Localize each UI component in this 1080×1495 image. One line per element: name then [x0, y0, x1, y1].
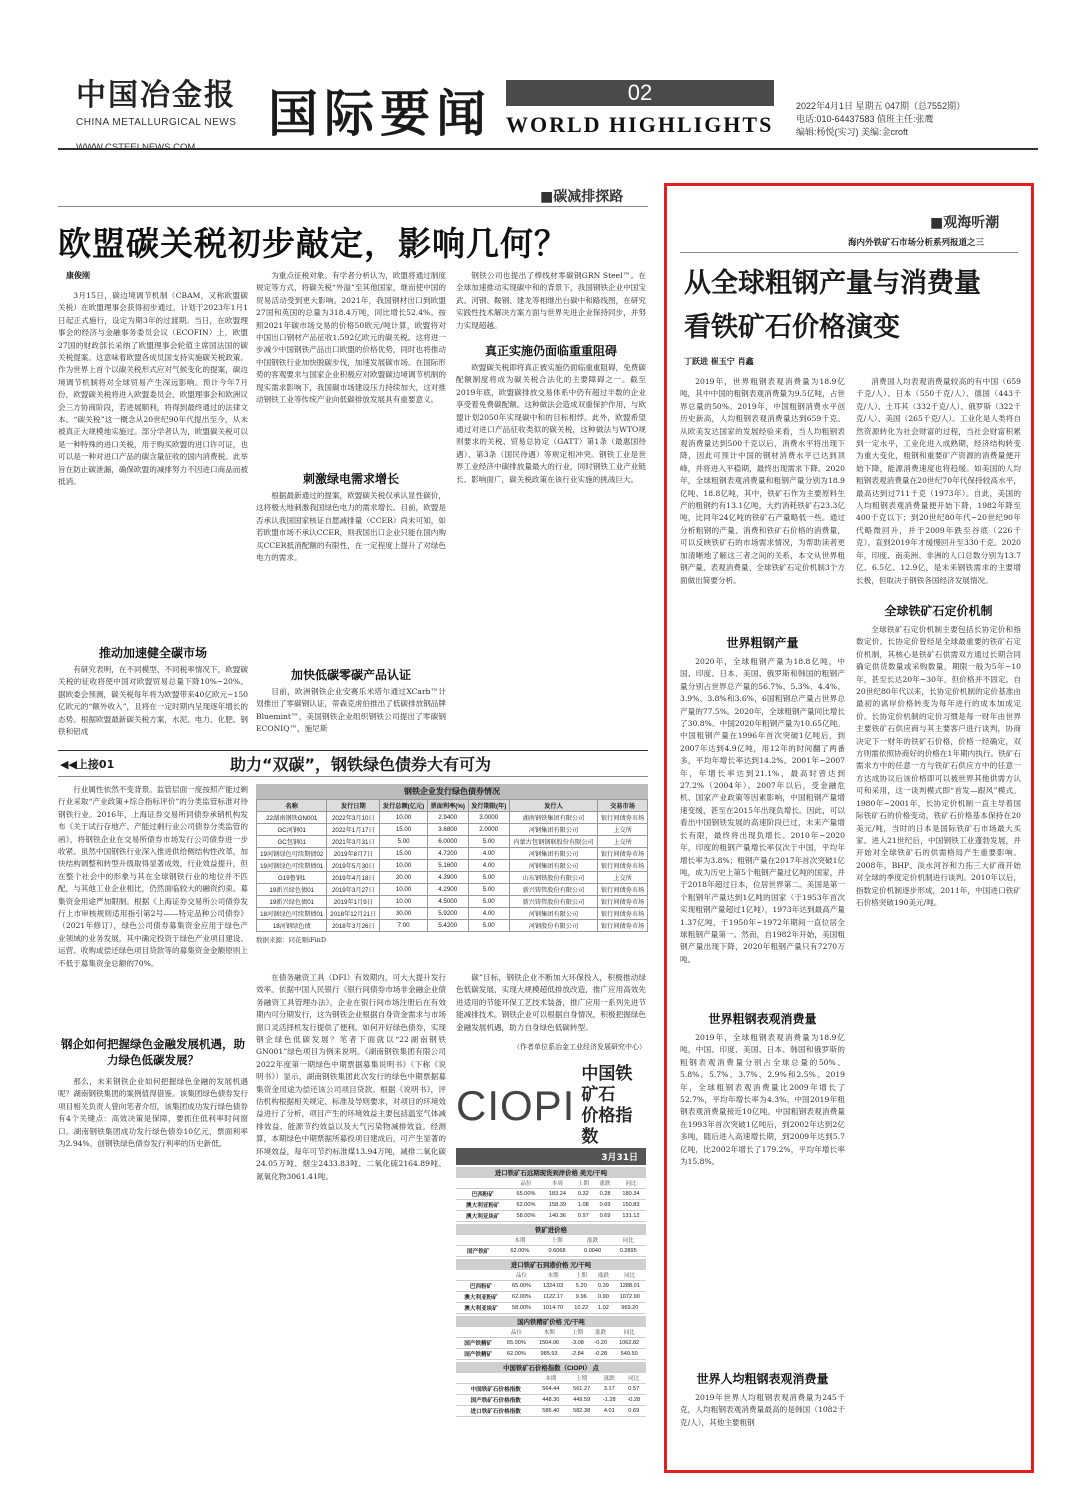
table-cell: 985.93: [532, 1349, 566, 1360]
table-cell: 0.90: [593, 1292, 613, 1303]
author-note: （作者单位系冶金工业经济发展研究中心）: [513, 1043, 646, 1051]
table-cell: 澳大利亚块矿: [456, 1303, 506, 1314]
table-cell: 131.12: [616, 1211, 646, 1222]
table-cell: 银行间债券市场: [598, 920, 648, 932]
table-header-cell: 上期: [572, 1178, 594, 1189]
table-row: [257, 920, 648, 932]
table-cell: 0.69: [594, 1200, 616, 1211]
ciopi-table-caption: 中国铁矿石价格指数（CIOPI） 点: [456, 1362, 646, 1373]
table-cell: 河钢股份有限公司: [509, 920, 597, 932]
table-header-cell: 发行期限(年): [468, 800, 509, 812]
issue-phone: 电话:010-64437583 值班主任:张鹰: [796, 114, 934, 124]
table-title: 钢铁企业发行绿色债券情况: [256, 784, 648, 799]
bond-table-block: [256, 784, 648, 944]
table-header-cell: [456, 1327, 500, 1338]
table-header-cell: [456, 1373, 535, 1384]
table-cell: 1504.06: [532, 1338, 566, 1349]
table-cell: 国产铁精矿: [456, 1338, 500, 1349]
table-cell: 19河钢绿色可续期债02: [257, 848, 327, 860]
table-cell: 183.24: [542, 1189, 572, 1200]
table-cell: 582.38: [566, 1406, 597, 1417]
ciopi-table: [456, 1259, 646, 1314]
divider: [58, 750, 648, 751]
table-header-cell: 本期: [535, 1373, 566, 1384]
table-header-cell: 发行人: [509, 800, 597, 812]
table-cell: 2.0000: [468, 824, 509, 836]
table-cell: 5.00: [380, 836, 428, 848]
page-number: 02: [506, 80, 774, 106]
table-cell: 银行间债券市场: [598, 884, 648, 896]
table-cell: 58.00%: [506, 1303, 537, 1314]
table-cell: 449.59: [566, 1395, 597, 1406]
ciopi-table: [456, 1224, 646, 1257]
table-cell: 河钢集团有限公司: [509, 824, 597, 836]
table-row: [456, 1200, 646, 1211]
table-cell: 内蒙古包钢钢联股份有限公司: [509, 836, 597, 848]
ciopi-table-caption: 铁矿进价格: [456, 1224, 646, 1235]
article-column-b: 在债务融资工具（DFI）有效期内，可大大提升发行效率。依据中国人民银行《银行间债券市场非金融企业债务融资工具管理办法》，企业在银行间市场注册后在有效期内可分期发行，这为钢铁企业根据自身资金需求与市场窗口灵活择机发行提供了便利。如何开好绿色债券，实现钢企绿色低碳发展？笔者下面就以“22湖南钢铁GN001”绿色项目为例来说明。《湖南钢铁集团有限公司2022年度第一期绿色中期票据募集说明书》（下称《说明书》）显示，湖南钢铁集团此次发行的绿色中期票据募集资金用途为偿还该公司项目贷款。根据《说明书》，评估机构根据相关规定、标准及导则要求，对项目的环境效益进行了分析，项目产生的环境效益主要包括温室气体减排效益、能源节约效益以及大气污染物减排效益。经测算，本期绿色中期票据所募投项目建成后，可产生显著的环境效益，每年可节约标准煤13.94万吨，减排二氧化碳24.05万吨、烟尘2433.83吨、二氧化硫2164.89吨、氮氧化物3061.41吨。: [256, 973, 446, 1181]
table-cell: 30.00: [380, 908, 428, 920]
table-cell: 969.20: [614, 1303, 646, 1314]
table-cell: 5.4200: [427, 920, 468, 932]
table-cell: GC河钢01: [257, 824, 327, 836]
table-cell: 2.9400: [427, 812, 468, 824]
table-row: [456, 1189, 646, 1200]
table-row: [456, 1246, 646, 1257]
table-cell: 564.44: [535, 1384, 566, 1395]
table-cell: 河钢集团有限公司: [509, 860, 597, 872]
article-column-3b: 欧盟碳关税即将真正被实施仍面临重重阻碍，免费碳配额制度将成为碳关税合法化的主要障碍之一。截至2019年底，欧盟碳排放交易体系中仍有超过半数的企业享受着免费碳配额。这种做法会造成双重保护作用，与欧盟计划2050年实现碳中和的目标相悖。此外，欧盟希望通过对进口产品征收类似的碳关税，这种做法与WTO规则要求的关税、贸易总协定（GATT）第1条（最惠国待遇）、第3条（国民待遇）等规定相冲突。钢铁工业是世界工业经济中碳排放量最大的行业，同时钢铁工业产业链长、影响面广，碳关税政策在该行业实施的挑战巨大。: [456, 363, 646, 484]
logo-chinese: 中国冶金报: [76, 78, 236, 113]
ciopi-table: [456, 1167, 646, 1222]
table-row: [456, 1292, 646, 1303]
table-cell: 0.32: [572, 1189, 594, 1200]
table-cell: 0.69: [622, 1406, 647, 1417]
table-cell: 10.22: [569, 1303, 593, 1314]
ciopi-block: [456, 1064, 646, 1417]
article-subhead: 刺激绿电需求增长: [302, 472, 399, 486]
table-row: [456, 1384, 646, 1395]
article-subhead: 全球铁矿石定价机制: [884, 604, 993, 618]
table-cell: 1324.03: [537, 1281, 569, 1292]
table-cell: 19河钢绿色可续期债01: [257, 860, 327, 872]
right-column-2: 消费国人均表观消费量较高的有中国（659千克/人）、日本（550千克/人）、德国（443千克/人）、土耳其（332千克/人）、俄罗斯（322千克/人）、美国（265千克/人）。工业化是人类将自然资源转化为社会财富的过程，当社会财富积累到一定水平，工业化进入成熟期，经济结构转变为重大变化，粗钢和重要矿产资源的消费量便开始下降，能源消费速度也将趋缓。如美国的人均粗钢表观消费量在20世纪70年代保持较高水平，最高达到过711千克（1973年）。自此，美国的人均粗钢表观消费量便开始下降，1982年降至400千克以下；到20世纪80年代~20世纪90年代略微回升，并于2009年跌至谷底（226千克），直到2019年才缓慢回升至330千克。2020年，印度、南美洲、非洲的人口总数分别为13.7亿、6.5亿、12.9亿，是未来钢铁需求的主要增长极，但取决于钢铁各国经济发展情况。: [856, 377, 1021, 585]
table-cell: 1014.70: [537, 1303, 569, 1314]
article-byline: 丁跃进 崔玉宁 肖鑫: [684, 356, 754, 366]
table-cell: 5.00: [468, 896, 509, 908]
table-header-cell: 发行总额(亿元): [380, 800, 428, 812]
table-cell: 65.00%: [510, 1189, 543, 1200]
table-cell: 6.0000: [427, 836, 468, 848]
ciopi-tables: [456, 1167, 646, 1417]
ciopi-table: [456, 1316, 646, 1360]
table-cell: 新兴铸管股份有限公司: [509, 896, 597, 908]
table-header-cell: 涨跌: [597, 1373, 621, 1384]
table-cell: 4.00: [468, 860, 509, 872]
table-cell: 58.00%: [510, 1211, 543, 1222]
table-cell: 银行间债券市场: [598, 908, 648, 920]
ciopi-logo: CIOPI: [456, 1082, 576, 1129]
table-cell: 5.00: [468, 872, 509, 884]
ciopi-title: 中国铁矿石 价格指数: [581, 1064, 633, 1147]
table-cell: 2019年3月27日: [327, 884, 380, 896]
article-column-1: 3月15日，碳边境调节机制（CBAM，又称欧盟碳关税）在欧盟理事会获得初步通过，计划于2023年1月1日起正式施行，设定为期3年的过渡期。当日，在欧盟理事会的经济与金融事务委员会议（ECOFIN）上，欧盟27国的财政部长采纳了欧盟理事会轮值主席国法国的碳关税提案。这意味着欧盟各成员国支持实施碳关税政策。作为世界上首个以碳关税形式应对气候变化的提案，碳边境调节机制将对全球贸易产生深远影响。预计今年7月份，欧盟碳关税将进入欧盟委员会、欧盟理事会和欧洲议会三方协商阶段，若进展顺利，将得到最终通过的法律文本。“碳关税”这一概念从20世纪90年代提出至今，从未被真正大规模地实施过。部分学者认为，欧盟碳关税可以是一种特殊的进口关税，用于购买欧盟的进口许可证，也可以是一种对进口产品的碳含量征收的国内消费税。此举旨在防止碳泄漏，确保欧盟的减排努力不因进口商品而被抵消。: [58, 291, 248, 487]
issue-editors: 编辑:杨悦(实习) 美编:金croft: [796, 127, 908, 137]
table-cell: 0.0040: [575, 1246, 611, 1257]
table-cell: 国产铁矿: [456, 1246, 500, 1257]
table-cell: 549.50: [612, 1349, 646, 1360]
right-column-2b: 全球铁矿石定价机制主要包括长协定价和指数定价。长协定价曾经是全球最重要的铁矿石定价机制，其核心是铁矿石供需双方通过长期合同确定供货数量或采购数量，期限一般为5年~10年，甚至长达20年~30年，但价格并不固定。自20世纪80年代以来，长协定价机制的定价基准由最初的离岸价格转变为每年进行的成本加成定价。长协定价机制的定价习惯是每一财年由世界主要铁矿石供应商与其主要客户进行谈判，协商决定下一财年的铁矿石价格，价格一经确定，双方则需依照协商好的价格在1年期内执行。铁矿石需求方中的任意一方与铁矿石供应方中的任意一方达成协议后该价格即可以被世界其他供需方认可和采用，这一谈判模式即“首发—跟风”模式。1980年~2001年，长协定价机制一直主导着国际铁矿石的价格变动，铁矿石价格基本保持在20美元/吨，当时的日本是国际铁矿石市场最大买家。进入21世纪后，中国钢铁工业蓬勃发展，并开始对全球铁矿石的供需格局产生重要影响。2008年，BHP、淡水河谷和力拓三大矿商开始对全球的季度定价机制进行谈判。2010年以后，指数定价机制逐步形成，2011年，中国进口铁矿石价格突破190美元/吨。: [856, 625, 1021, 907]
table-header-cell: 涨跌: [589, 1327, 612, 1338]
table-cell: 10.00: [380, 860, 428, 872]
table-row: [456, 1349, 646, 1360]
table-header-cell: 上期: [566, 1327, 589, 1338]
table-cell: -0.20: [589, 1338, 612, 1349]
table-cell: 65.00%: [506, 1281, 537, 1292]
table-header-cell: 发行日期: [327, 800, 380, 812]
divider: [58, 206, 648, 207]
article-column-2: 为重点征税对象。有学者分析认为，欧盟将通过制度规定等方式，将碳关税“外溢”至其他国家，继而使中国的贸易活动受到更大影响。2021年，我国钢材出口到欧盟27国和英国的总量为318.4万吨，同比增长52.4%。按照2021年碳市场交易的价格50欧元/吨计算，欧盟将对中国出口钢材产品征收1.592亿欧元的碳关税。这将进一步减少中国钢铁产品出口欧盟的价格优势，同时也将推动中国钢铁行业加快脱碳步伐，加速发展碳市场。在国际形势的客观要求与国家企业积极应对欧盟碳边境调节机制的现实需求影响下，我国碳市场建设压力持续加大，这对推动钢铁工业等传统产业向低碳排放发展具有重要意义。: [256, 271, 446, 405]
ciopi-header: [456, 1064, 646, 1148]
table-cell: 5.00: [468, 884, 509, 896]
table-cell: 1.02: [593, 1303, 613, 1314]
table-cell: 15.00: [380, 848, 428, 860]
table-cell: 62.00%: [510, 1200, 543, 1211]
table-cell: 2018年12月21日: [327, 908, 380, 920]
table-cell: -3.08: [566, 1338, 589, 1349]
article-subhead: 钢企如何把握绿色金融发展机遇，助力绿色低碳发展？: [61, 1037, 245, 1067]
article-column-2c: 目前，欧洲钢铁企业安赛乐米塔尔通过XCarb™计划推出了零碳钢认证，蒂森克虏伯推出了低碳排放钢品牌Bluemint™，美国钢铁企业组织钢铁公司提出了零碳钢ECONIQ™，施尼斯: [256, 687, 446, 734]
table-cell: 澳大利亚块矿: [456, 1211, 510, 1222]
table-cell: 上交所: [598, 836, 648, 848]
article-headline: 从全球粗钢产量与消费量 看铁矿石价格演变: [684, 268, 981, 343]
table-cell: 5.00: [468, 836, 509, 848]
right-column-1: 2019年，世界粗钢表观消费量为18.9亿吨，其中中国的粗钢表观消费量为9.5亿吨，占世界总量的50%。2019年，中国粗钢消费水平创历史新高，人均粗钢表观消费量达到659千克。从欧美发达国家的发展经验来看，当人均粗钢表观消费量达到500千克以后，消费水平将出现下降，因此可预计中国的钢材消费水平已达到顶峰，并将进入平稳期，最终出现需求下降。2020年，全球粗钢表观消费量和粗钢产量分别为18.9亿吨、18.8亿吨，其中，铁矿石作为主要原料生产的粗钢约有13.1亿吨，大约消耗铁矿石23.3亿吨，比同年24亿吨的铁矿石产量略低一些。通过分析粗钢的产量、消费和铁矿石价格的消费量，可以反映铁矿石的市场需求情况，为帮助读者更加清晰地了解这三者之间的关系，本文从世界粗钢产量、表观消费量、全球铁矿石定价机制3个方面做出简要分析。: [680, 377, 845, 585]
table-cell: 山东钢铁股份有限公司: [509, 872, 597, 884]
table-cell: 7.00: [380, 920, 428, 932]
table-header-cell: 涨跌: [575, 1235, 611, 1246]
table-header-cell: 交易市场: [598, 800, 648, 812]
table-cell: 2019年8月7日: [327, 848, 380, 860]
article-column-2b: 根据最新通过的提案，欧盟碳关税仅承认显性碳价，这将极大地刺激我国绿色电力的需求增长。目前，欧盟是否承认我国国家核证自愿减排量（CCER）尚未可知，如若欧盟市场不承认CCER，则我国出口企业只能在国内购买CCER抵消配额的有限性，在一定程度上提升了对绿色电力的需求。: [256, 491, 446, 563]
article-subhead: 世界粗钢产量: [726, 636, 799, 650]
table-cell: 1072.90: [614, 1292, 646, 1303]
table-cell: 银行间债券市场: [598, 860, 648, 872]
table-cell: 巴西粉矿: [456, 1281, 506, 1292]
article-subhead: 推动加速健全碳市场: [98, 646, 207, 660]
table-cell: 20.00: [380, 872, 428, 884]
table-source: 数据来源：同花顺iFinD: [256, 936, 327, 944]
table-cell: 2019年5月30日: [327, 860, 380, 872]
table-cell: -0.28: [589, 1349, 612, 1360]
table-cell: 湖南钢铁集团有限公司: [509, 812, 597, 824]
table-cell: 巴西粉矿: [456, 1189, 510, 1200]
section-title: 国际要闻: [268, 84, 492, 143]
table-cell: 5.9200: [427, 908, 468, 920]
table-cell: 62.00%: [500, 1349, 532, 1360]
table-row: [257, 884, 648, 896]
table-cell: 1062.82: [612, 1338, 646, 1349]
table-cell: 上交所: [598, 824, 648, 836]
table-cell: -0.28: [622, 1395, 647, 1406]
table-cell: 4.01: [597, 1406, 621, 1417]
ciopi-table: [456, 1362, 646, 1417]
table-cell: 4.00: [468, 908, 509, 920]
table-header-cell: 涨跌: [593, 1270, 613, 1281]
table-header-cell: 本期: [532, 1327, 566, 1338]
table-cell: 62.00%: [506, 1292, 537, 1303]
right-column-1c: 2019年，全球粗钢表观消费量为18.9亿吨，中国、印度、美国、日本、韩国和俄罗斯的粗钢表观消费量分别占全球总量的50%、5.8%、5.7%、3.7%、2.9%和2.5%。2019年，全球粗钢表观消费量比2009年增长了52.7%，平均年增长率为4.3%。中国2019年粗钢表观消费量接近10亿吨。中国粗钢表观消费量在1993年首次突破1亿吨后，到2002年达到2亿多吨，随后进入高速增长期，到2009年达到5.7亿吨，比2002年增长了179.2%，平均年增长率为15.8%。: [680, 1033, 845, 1167]
table-row: [257, 824, 648, 836]
ciopi-table-caption: 进口铁矿石远期现货到岸价格 美元/干吨: [456, 1167, 646, 1178]
table-cell: 9.96: [569, 1292, 593, 1303]
table-header-cell: [456, 1270, 506, 1281]
issue-date: 2022年4月1日 星期五 047期（总7552期）: [796, 101, 966, 111]
table-cell: 18河钢绿色债: [257, 920, 327, 932]
table-cell: 586.40: [535, 1406, 566, 1417]
table-row: [257, 860, 648, 872]
table-cell: 10.00: [380, 884, 428, 896]
table-header-cell: 上期: [566, 1373, 597, 1384]
table-cell: 158.39: [542, 1200, 572, 1211]
table-cell: 2019年4月18日: [327, 872, 380, 884]
table-cell: 进口铁矿石价格指数: [456, 1406, 535, 1417]
table-cell: 4.2900: [427, 884, 468, 896]
table-row: [456, 1406, 646, 1417]
table-header-cell: 上期: [569, 1270, 593, 1281]
table-cell: 22湖南钢铁GN001: [257, 812, 327, 824]
article-subhead: 世界人均粗钢表观消费量: [696, 1372, 829, 1386]
table-cell: 0.28: [594, 1189, 616, 1200]
table-header-cell: 本期: [537, 1270, 569, 1281]
article-byline: 康俊刚: [66, 270, 90, 280]
article-headline: 欧盟碳关税初步敲定，影响几何？: [58, 224, 568, 263]
table-cell: 19新兴绿色债01: [257, 896, 327, 908]
table-cell: 2022年3月10日: [327, 812, 380, 824]
table-header-cell: 涨跌: [594, 1178, 616, 1189]
table-cell: 4.00: [468, 848, 509, 860]
table-cell: 0.97: [572, 1211, 594, 1222]
table-header-cell: [456, 1235, 500, 1246]
table-header-cell: 品位: [500, 1327, 532, 1338]
table-cell: 150.83: [616, 1200, 646, 1211]
column-tag: ■观海听潮: [930, 215, 1000, 231]
table-header-cell: 同比: [616, 1178, 646, 1189]
table-cell: 1.08: [572, 1200, 594, 1211]
table-row: [456, 1303, 646, 1314]
table-header-cell: 票面利率(%): [427, 800, 468, 812]
table-row: [257, 848, 648, 860]
article-column-a: 行业属性依然不变背景。监管层面一度按照产能过剩行业采取“产业政策+综合指标评价”的分类监管标准对待钢铁行业。2016年，上海证券交易所同债券承销机构发布《关于试行存地产、产能过剩行业公司债券分类监管的函》，将钢铁企业在交易所债券市场发行公司债券进一步收紧。虽然中国钢铁行业深入推进供给侧结构性改革，加快结构调整和转型升级取得显著成效，行业效益提升，但在整个社会中的形象与其在全球钢铁行业的地位并不匹配，与其他工业企业相比，仍然面临较大的融资约束。募集资金用途严加限制。根据《上海证券交易所公司债券发行上市审核规则适用指引第2号——特定品种公司债券》（2021年修订），绿色公司债券募集资金应用于绿色产业领域的业务发展，其中确定投资于绿色产业项目建设、运营、收购或偿还绿色项目贷款等的募集资金金额原则上不低于募集资金总额的70%。: [58, 785, 248, 968]
table-cell: 2019年1月9日: [327, 896, 380, 908]
table-cell: 0.57: [622, 1384, 647, 1395]
table-cell: 0.69: [594, 1211, 616, 1222]
table-cell: -1.28: [597, 1395, 621, 1406]
table-cell: 上交所: [598, 872, 648, 884]
table-cell: 2018年3月26日: [327, 920, 380, 932]
table-header-cell: 本周: [542, 1178, 572, 1189]
article-column-3: 钢铁公司也提出了棒线材零碳钢GRN Steel™。在全球加速推动实现碳中和的背景下，我国钢铁企业中国宝武、河钢、鞍钢、建龙等相继出台碳中和路线图，在研究实践性技术解决方案方面与世界先进企业保持同步，并努力实现超越。: [456, 271, 646, 330]
table-row: [257, 812, 648, 824]
logo-english: CHINA METALLURGICAL NEWS: [76, 117, 237, 128]
continued-from-link[interactable]: ◀◀上接01: [60, 758, 115, 771]
table-cell: 10.00: [380, 896, 428, 908]
right-column-1d: 2019年世界人均粗钢表观消费量为245千克，人均粗钢表观消费量最高的是韩国（1082千克/人），其他主要粗钢: [680, 1393, 845, 1427]
table-cell: 2022年1月17日: [327, 824, 380, 836]
bond-table: [256, 799, 648, 932]
ciopi-table-caption: 进口铁矿石到港价格 元/干吨: [456, 1259, 646, 1270]
table-row: [257, 872, 648, 884]
table-cell: 1122.17: [537, 1292, 569, 1303]
table-cell: 15.00: [380, 824, 428, 836]
table-cell: 国产铁精矿: [456, 1349, 500, 1360]
table-cell: 0.39: [593, 1281, 613, 1292]
table-cell: -2.84: [566, 1349, 589, 1360]
table-cell: 0.2895: [610, 1246, 646, 1257]
ciopi-table-caption: 国内铁精矿价格 元/干吨: [456, 1316, 646, 1327]
table-row: [456, 1338, 646, 1349]
table-cell: 140.36: [542, 1211, 572, 1222]
table-cell: 4.3900: [427, 872, 468, 884]
section-title-english: WORLD HIGHLIGHTS: [506, 112, 774, 137]
table-cell: 新兴铸管股份有限公司: [509, 884, 597, 896]
table-header-cell: 品位: [506, 1270, 537, 1281]
table-cell: 4.7200: [427, 848, 468, 860]
table-row: [257, 896, 648, 908]
table-row: [456, 1395, 646, 1406]
table-cell: 3.0000: [468, 812, 509, 824]
table-cell: 448.30: [535, 1395, 566, 1406]
masthead-rule: [58, 148, 1038, 150]
article-subhead: 世界粗钢表观消费量: [708, 1012, 817, 1026]
article-headline: 助力“双碳”，钢铁绿色债券大有可为: [230, 755, 492, 774]
table-cell: 10.00: [380, 812, 428, 824]
table-cell: 澳大利亚粉矿: [456, 1292, 506, 1303]
issue-meta: [796, 100, 965, 139]
table-cell: 3.6800: [427, 824, 468, 836]
divider: [680, 252, 1018, 253]
table-cell: 2021年3月31日: [327, 836, 380, 848]
table-row: [257, 836, 648, 848]
series-label: 海内外铁矿石市场分析系列报道之三: [848, 238, 985, 248]
table-cell: 5.1600: [427, 860, 468, 872]
table-cell: 河钢集团有限公司: [509, 848, 597, 860]
table-header-cell: 名称: [257, 800, 327, 812]
table-cell: 银行间债券市场: [598, 812, 648, 824]
table-cell: 银行间债券市场: [598, 848, 648, 860]
article-subhead: 真正实施仍面临重重阻碍: [484, 344, 617, 358]
table-row: [456, 1211, 646, 1222]
article-column-c: 碳”目标，钢铁企业不断加大环保投入，积极推动绿色低碳发展，实现大规模超低排放改造，推广应用高效先进适用的节能环保工艺技术装备，推广应用一系列先进节能减排技术。钢铁企业可以根据自身情况，积极把握绿色金融发展机遇，助力自身绿色低碳转型。: [456, 973, 646, 1032]
table-header-cell: 同比: [622, 1373, 647, 1384]
table-cell: 银行间债券市场: [598, 896, 648, 908]
table-cell: 1288.01: [614, 1281, 646, 1292]
divider: [58, 776, 648, 777]
article-column-1b: 有研究表明，在不同模型、不同税率情况下，欧盟碳关税的征收将使中国对欧盟贸易总量下降10%~20%。据欧委会预测，碳关税每年将为欧盟带来40亿欧元~150亿欧元的“额外收入”，且将在一定时期内呈现逐年增长的态势。根据欧盟最新碳关税方案，水泥、电力、化肥、钢铁和铝成: [58, 665, 248, 737]
table-row: [456, 1281, 646, 1292]
table-cell: 19新兴绿色债01: [257, 884, 327, 896]
table-cell: 3.17: [597, 1384, 621, 1395]
table-cell: 62.00%: [500, 1246, 539, 1257]
table-header-cell: 同比: [610, 1235, 646, 1246]
table-cell: G19鲁钢1: [257, 872, 327, 884]
table-cell: 0.6068: [539, 1246, 575, 1257]
table-header-cell: 同比: [614, 1270, 646, 1281]
table-cell: GC包钢01: [257, 836, 327, 848]
table-header-cell: [456, 1178, 510, 1189]
table-header-cell: 本期: [500, 1235, 539, 1246]
column-tag: ■碳减排探路: [540, 189, 624, 205]
table-row: [257, 908, 648, 920]
table-header-cell: 同比: [612, 1327, 646, 1338]
article-subhead: 加快低碳零碳产品认证: [290, 668, 411, 682]
ciopi-date: 3月31日: [456, 1148, 646, 1165]
table-cell: 5.00: [468, 920, 509, 932]
table-cell: 561.27: [566, 1384, 597, 1395]
table-cell: 5.20: [569, 1281, 593, 1292]
table-cell: 河钢集团有限公司: [509, 908, 597, 920]
table-cell: 18河钢绿色可续期债01: [257, 908, 327, 920]
table-header-cell: 上期: [539, 1235, 575, 1246]
right-column-1b: 2020年，全球粗钢产量为18.8亿吨，中国、印度、日本、美国、俄罗斯和韩国的粗钢产量分别占世界总产量的56.7%、5.3%、4.4%、3.9%、3.8%和3.6%，6国粗钢总产量占世界总产量的77.5%。2020年，全球粗钢产量同比增长了30.8%。中国2020年粗钢产量为10.65亿吨。中国粗钢产量在1996年首次突破1亿吨后，到2007年达到4.9亿吨，用12年的时间翻了两番多，平均年增长率达到14.2%。2001年~2007年，年增长率达到21.1%，最高时曾达到27.2%（2004年）。2007年以后，受金融危机、国家产业政策等因素影响，中国粗钢产量增速变缓，甚至在2015年出现负增长。因此，可以看出中国钢铁发展的高速阶段已过，未来产量增长有限，最终将出现负增长。2010年~2020年，印度的粗钢产量增长率仅次于中国，平均年增长率为3.8%；粗钢产量在2017年首次突破1亿吨，成为历史上第5个粗钢产量过亿吨的国家，并于2018年超过日本，位居世界第二。美国是第一个粗钢年产量达到1亿吨的国家（于1953年首次实现粗钢产量超过1亿吨），1973年达到最高产量1.37亿吨，于1950年~1972年期间一直位居全球粗钢产量第一。然而，自1982年开始，美国粗钢产量出现下降，2020年粗钢产量只有7270万吨。: [680, 657, 845, 964]
table-cell: 4.5000: [427, 896, 468, 908]
table-cell: 180.34: [616, 1189, 646, 1200]
table-cell: 澳大利亚粉矿: [456, 1200, 510, 1211]
table-cell: 中国铁矿石价格指数: [456, 1384, 535, 1395]
article-column-a2: 那么，未来钢铁企业如何把握绿色金融的发展机遇呢？湖南钢铁集团的案例值得借鉴。该集团绿色债券发行项目相关负责人曾向笔者介绍，该集团成功发行绿色债券有4个关键点：高效决策是保障，要抓住低利率时间窗口。湖南钢铁集团成功发行绿色债券10亿元，票面利率为2.94%，创钢铁绿色债券发行利率的历史新低。: [58, 1077, 248, 1149]
newspaper-logo: [76, 70, 246, 153]
table-cell: 65.00%: [500, 1338, 532, 1349]
table-header-cell: 品位: [510, 1178, 543, 1189]
table-cell: 国产铁矿石价格指数: [456, 1395, 535, 1406]
